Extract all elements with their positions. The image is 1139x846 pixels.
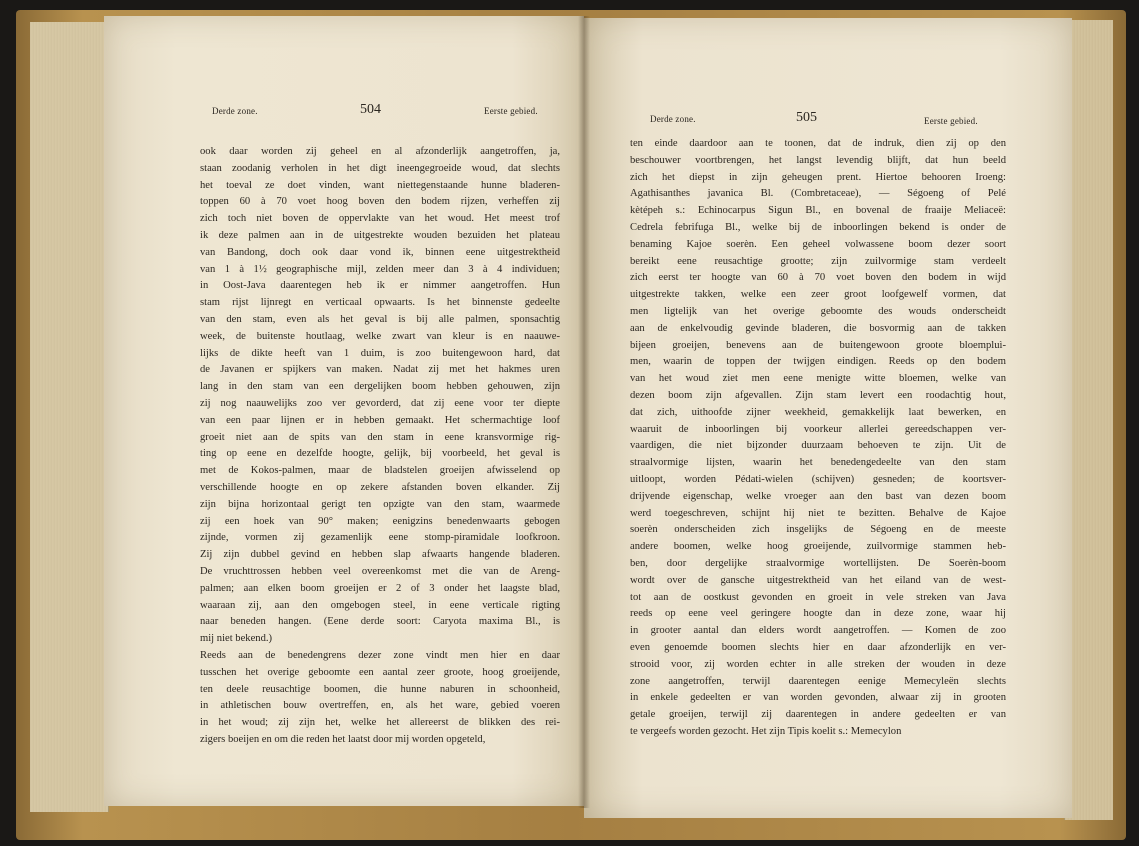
text-line: zich toch niet boven de oppervlakte van het woud. Het meest trof (200, 213, 560, 225)
book-gutter (578, 16, 590, 808)
left-running-header-zone: Derde zone. (212, 106, 258, 116)
text-line: tot aan de oostkust gevonden en groeit in vele streken van Java (630, 591, 1006, 603)
text-line: ten deele reusachtige boomen, die hunne naburen in schoonheid, (200, 683, 560, 695)
text-line: men ligtelijk van het overige geboomte des wouds onderscheidt (630, 305, 1006, 317)
text-line: kètépeh s.: Echinocarpus Sigun Bl., en bovenal de fraaije Meliaceë: (630, 205, 1006, 217)
text-line: in Oost-Java daarentegen heb ik er nimmer aangetroffen. Hun (200, 280, 560, 292)
text-line: dezen boom zijn afgevallen. Zijn stam levert een roodachtig hout, (630, 389, 1006, 401)
text-line: naar beneden hangen. (Eene derde soort: Caryota maxima Bl., is (200, 616, 560, 628)
text-line: tusschen het overige geboomte een aantal zeer groote, hoog groeijende, (200, 666, 560, 678)
text-line: straalvormige lijsten, waarin het benedengedeelte van den stam (630, 457, 1006, 469)
right-page (584, 18, 1072, 818)
text-line: wordt over de gansche uitgestrektheid van het eiland van de west- (630, 574, 1006, 586)
text-line: Zij zijn dubbel gevind en hebben slap afwaarts hangende bladeren. (200, 549, 560, 561)
text-line: zij nog naauwelijks zoo ver gevorderd, dat zij eene voor ter diepte (200, 397, 560, 409)
text-line: zij een hoek van 90° maken; eenigzins benedenwaarts gebogen (200, 515, 560, 527)
text-line: vaardigen, die niet bijzonder duurzaam behoeven te zijn. Uit de (630, 440, 1006, 452)
text-line: reeds op eene veel geringere hoogte dan in deze zone, waar hij (630, 608, 1006, 620)
text-line: zich eerst ter hoogte van 60 à 70 voet boven den bodem in wijd (630, 272, 1006, 284)
text-line: even genoemde boomen slechts hier en daar afzonderlijk en ver- (630, 641, 1006, 653)
text-line: zigers boeijen en om die reden het laatst door mij worden opgeteld, (200, 733, 486, 745)
text-line: verschillende hoogte en op zekere afstanden boven elkander. Zij (200, 481, 560, 493)
text-line: bereikt eene reusachtige grootte; zijn zuilvormige stam verdeelt (630, 255, 1006, 267)
text-line: te vergeefs worden gezocht. Het zijn Tipis koelit s.: Memecylon (630, 725, 902, 737)
text-line: werd toegeschreven, schijnt hij niet te bezitten. Behalve de Kajoe (630, 507, 1006, 519)
text-line: zich het diepst in zijn geheugen prent. Hiertoe behooren Iroeng: (630, 171, 1006, 183)
text-line: van een paar lijnen er in hebben gemaakt. Het schermachtige loof (200, 414, 560, 426)
text-line: week, de buitenste houtlaag, welke zwart van kleur is en naauwe- (200, 330, 560, 342)
text-line: toppen 60 à 70 voet hoog boven den bodem rijzen, verheffen zij (200, 196, 560, 208)
text-line: in het woud; zij zijn het, welke het allereerst de blikken des rei- (200, 717, 560, 729)
left-running-header-region: Eerste gebied. (484, 106, 538, 116)
text-line: men, waarin de toppen der twijgen eindigen. Reeds op den bodem (630, 356, 1006, 368)
text-line: waaraan zij, aan den omgebogen steel, in eene verticale rigting (200, 599, 560, 611)
text-line: lang in den stam van een dergelijken boom hebben gehouwen, zijn (200, 381, 560, 393)
text-line: benaming Kajoe soerèn. Een geheel volwassene boom dezer soort (630, 238, 1006, 250)
text-line: de Javanen er spijkers van maken. Nadat zij met het hakmes uren (200, 364, 560, 376)
text-line: waaruit de inboorlingen bij voorkeur allerlei gereedschappen ver- (630, 423, 1006, 435)
text-line: ting op eene en dezelfde hoogte, gelijk, bij voorbeeld, het geval is (200, 448, 560, 460)
text-line: zone aangetroffen, terwijl daarentegen eenige Memecyleën slechts (630, 675, 1006, 687)
text-line: Reeds aan de benedengrens dezer zone vindt men hier en daar (200, 649, 560, 661)
text-line: ten einde daardoor aan te toonen, dat de indruk, dien zij op den (630, 138, 1006, 149)
text-line: van den stam, even als het geval is bij alle palmen, sponsachtig (200, 313, 560, 325)
left-page-number: 504 (360, 102, 381, 117)
text-line: van Bandong, doch ook daar vond ik, binnen eene uitgestrektheid (200, 246, 560, 258)
text-line: andere boomen, welke hoog groeijende, zuilvormige stammen heb- (630, 541, 1006, 553)
text-line: uitgestrekte takken, welke een zeer groot loofgewelf vormen, dat (630, 289, 1006, 301)
right-body-text (630, 136, 1006, 741)
text-line: stam rijst lijnregt en verticaal opwaarts. Is het binnenste gedeelte (200, 297, 560, 309)
text-line: met de Kokos-palmen, maar de bladstelen groeijen afwisselend op (200, 465, 560, 477)
text-line: getale groeijen, terwijl zij daarentegen in andere gedeelten er van (630, 709, 1006, 721)
left-page-edges (30, 22, 109, 812)
text-line: bijeen groeijen, benevens aan de buitengewoon groote bloempluì- (630, 339, 1006, 351)
text-line: van 1 à 1½ geographische mijl, zelden meer dan 3 à 4 individuen; (200, 263, 560, 275)
text-line: in grooter aantal dan elders wordt aangetroffen. — Komen de zoo (630, 625, 1006, 637)
text-line: lijks de dikte heeft van 1 duim, is zoo buitengewoon hard, dat (200, 347, 560, 359)
text-line: dat zich, uithoofde zijner weekheid, gemakkelijk laat bewerken, en (630, 406, 1006, 418)
text-line: Cedrela febrifuga Bl., welke bij de inboorlingen bekend is onder de (630, 221, 1006, 233)
text-line: De vruchttrossen hebben veel overeenkomst met die van de Areng- (200, 565, 560, 577)
text-line: ben, door dergelijke straalvormige wortellijsten. De Soerèn-boom (630, 557, 1006, 569)
text-line: ik deze palmen aan in de uitgestrekte wouden bezuiden het plateau (200, 229, 560, 241)
text-line: beschouwer voortbrengen, het langst levendig blijft, dat hun beeld (630, 154, 1006, 166)
text-line: in enkele gedeelten er van worden gevonden, alwaar zij in grooten (630, 692, 1006, 704)
text-line: soerèn onderscheiden zich insgelijks de Ségoeng en de meeste (630, 524, 1006, 536)
text-line: groeit niet aan de spits van den stam in eene kransvormige rig- (200, 431, 560, 443)
text-line: het toeval ze doet vinden, want niettegenstaande hunne bladeren- (200, 179, 560, 191)
text-line: ook daar worden zij geheel en al afzonderlijk aangetroffen, ja, (200, 146, 560, 157)
text-line: zijn bijna horizontaal gerigt ten opzigte van den stam, waarmede (200, 498, 560, 510)
text-line: in athletischen bouw overtreffen, en, als het ware, gebied voeren (200, 700, 560, 712)
left-page (104, 16, 584, 806)
right-running-header-zone: Derde zone. (650, 114, 696, 124)
text-line: drijvende eigenschap, welke vroeger aan den bast van dezen boom (630, 490, 1006, 502)
text-line: aan de enkelvoudig gevinde bladeren, die bosvormig aan de takken (630, 322, 1006, 334)
text-line: van het woud ziet men eene menigte witte bloemen, welke van (630, 373, 1006, 385)
left-body-text (200, 144, 560, 749)
right-running-header-region: Eerste gebied. (924, 116, 978, 126)
text-line: strooid voor, zij worden echter in alle streken der wouden in deze (630, 658, 1006, 670)
text-line: zijnde, vormen zij gezamenlijk eene stomp-piramidale loofkroon. (200, 532, 560, 544)
text-line: palmen; aan elken boom groeijen er 2 of 3 onder het laagste blad, (200, 582, 560, 594)
text-line: uitloopt, worden Pédati-wielen (schijven) gesneden; de koortsver- (630, 473, 1006, 485)
text-line: staan zoodanig verholen in het digt inеengegroeide woud, dat slechts (200, 162, 560, 174)
right-page-number: 505 (796, 110, 817, 125)
text-line: Agathisanthes javanica Bl. (Combretaceae), — Ségoeng of Pelé (630, 188, 1006, 200)
text-line: mij niet bekend.) (200, 633, 273, 645)
